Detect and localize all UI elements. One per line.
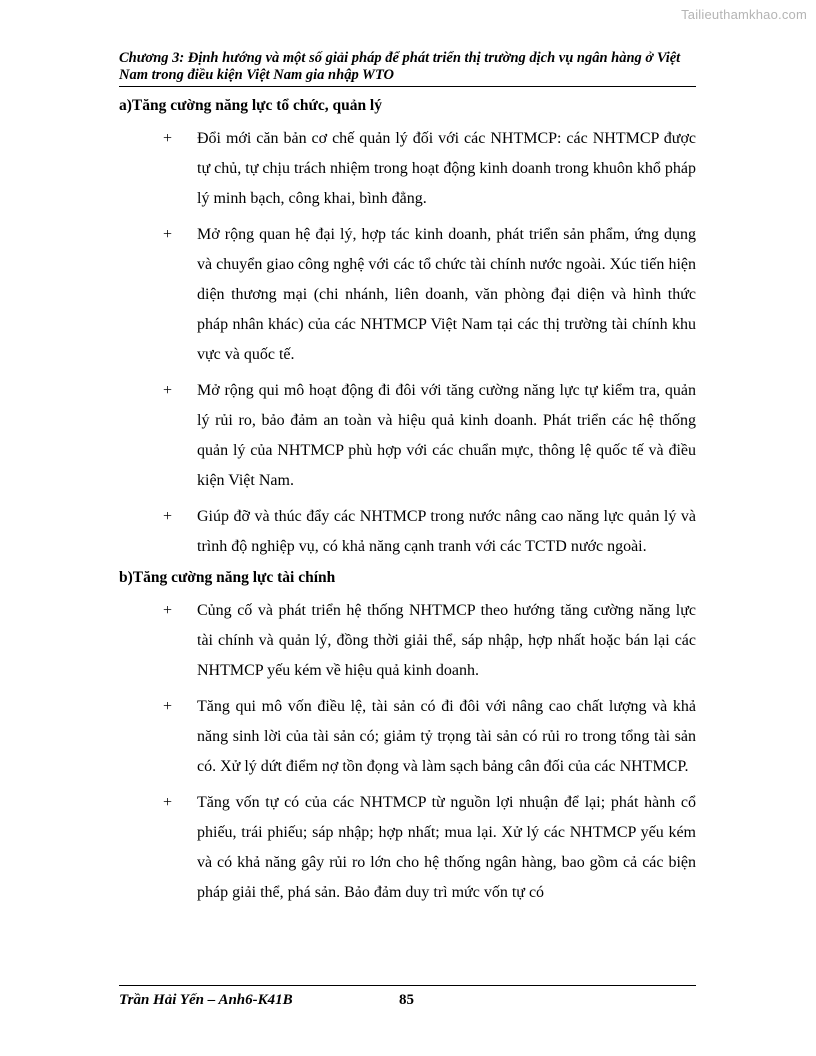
list-item-text: Tăng vốn tự có của các NHTMCP từ nguồn lợi nhuận để lại; phát hành cổ phiếu, trái phiếu; sáp nhập; hợp nhất; mua lại. Xử lý các NHTMCP yếu kém và có khả năng gây rủi ro lớn cho hệ thống ngân hàng, bao gồm cả các biện pháp giải thể, phá sản. Bảo đảm duy trì mức vốn tự có: [197, 794, 696, 901]
list-item-text: Mở rộng quan hệ đại lý, hợp tác kinh doanh, phát triển sản phẩm, ứng dụng và chuyển giao công nghệ với các tổ chức tài chính nước ngoài. Xúc tiến hiện diện thương mại (chi nhánh, liên doanh, văn phòng đại diện và hình thức pháp nhân khác) của các NHTMCP Việt Nam tại các thị trường tài chính khu vực và quốc tế.: [197, 226, 696, 363]
list-item-text: Tăng qui mô vốn điều lệ, tài sản có đi đôi với nâng cao chất lượng và khả năng sinh lời của tài sản có; giảm tỷ trọng tài sản có rủi ro trong tổng tài sản có. Xử lý dứt điểm nợ tồn đọng và làm sạch bảng cân đối của các NHTMCP.: [197, 698, 696, 775]
list-item: [163, 788, 696, 908]
footer-author: Trần Hải Yến – Anh6-K41B: [119, 992, 293, 1008]
bullet-plus: +: [163, 508, 173, 525]
document-body: [119, 96, 696, 914]
list-item: [163, 692, 696, 782]
bullet-plus: +: [163, 698, 173, 715]
list-item: [163, 376, 696, 496]
bullet-plus: +: [163, 382, 173, 399]
section-b: [119, 568, 696, 908]
section-heading: b)Tăng cường năng lực tài chính: [119, 569, 336, 586]
list-item-text: Củng cố và phát triển hệ thống NHTMCP theo hướng tăng cường năng lực tài chính và quản lý, đồng thời giải thể, sáp nhập, hợp nhất hoặc bán lại các NHTMCP yếu kém về hiệu quả kinh doanh.: [197, 602, 696, 679]
page-header: Chương 3: Định hướng và một số giải pháp để phát triển thị trường dịch vụ ngân hàng ở Việt Nam trong điều kiện Việt Nam gia nhập WTO: [119, 50, 696, 87]
list-item-text: Đổi mới căn bản cơ chế quản lý đối với các NHTMCP: các NHTMCP được tự chủ, tự chịu trách nhiệm trong hoạt động kinh doanh trong khuôn khổ pháp lý minh bạch, công khai, bình đẳng.: [197, 130, 696, 207]
section-a: [119, 96, 696, 562]
list-item: [163, 596, 696, 686]
bullet-plus: +: [163, 226, 173, 243]
section-heading: a)Tăng cường năng lực tổ chức, quản lý: [119, 97, 382, 114]
list-item: [163, 502, 696, 562]
list-item: [163, 124, 696, 214]
watermark: Tailieuthamkhao.com: [681, 7, 807, 22]
list-item-text: Giúp đỡ và thúc đẩy các NHTMCP trong nước nâng cao năng lực quản lý và trình độ nghiệp vụ, có khả năng cạnh tranh với các TCTD nước ngoài.: [197, 508, 696, 555]
footer-divider: [119, 985, 696, 986]
page-number: 85: [399, 992, 414, 1008]
bullet-plus: +: [163, 130, 173, 147]
list-item: [163, 220, 696, 370]
list-item-text: Mở rộng qui mô hoạt động đi đôi với tăng cường năng lực tự kiểm tra, quản lý rủi ro, bảo đảm an toàn và hiệu quả kinh doanh. Phát triển các hệ thống quản lý của NHTMCP phù hợp với các chuẩn mực, thông lệ quốc tế và điều kiện Việt Nam.: [197, 382, 696, 489]
bullet-plus: +: [163, 794, 173, 811]
bullet-plus: +: [163, 602, 173, 619]
